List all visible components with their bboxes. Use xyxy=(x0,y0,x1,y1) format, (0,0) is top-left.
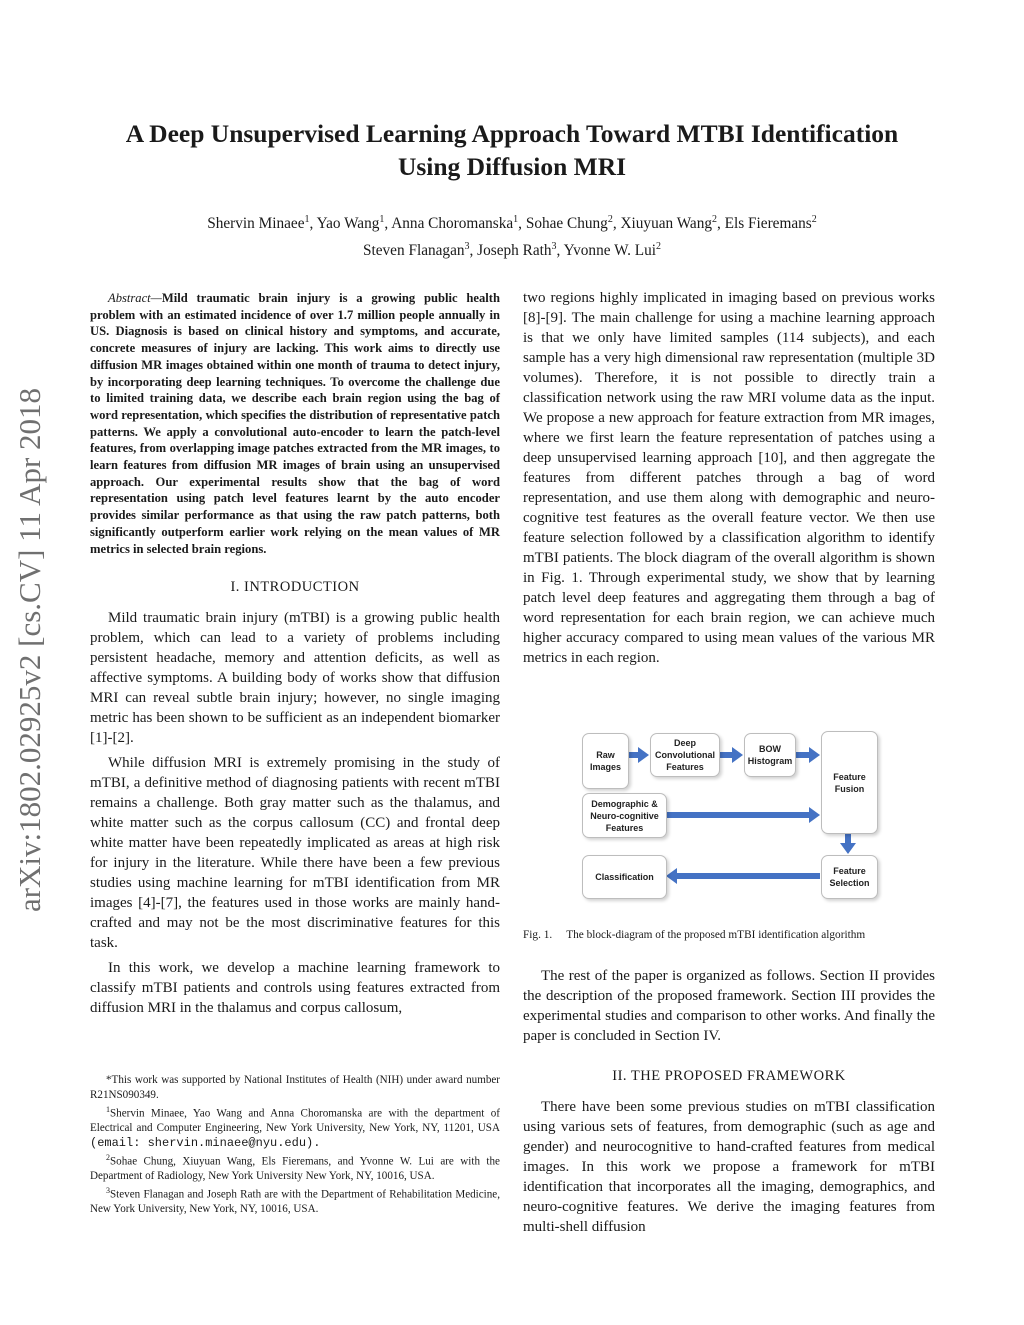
demographic-neurocognitive-features-box: Demographic & Neuro-cognitive Features xyxy=(582,793,667,838)
feature-fusion-box: Feature Fusion xyxy=(821,731,878,834)
paper-title xyxy=(80,117,944,183)
footnote-1: $^1$Shervin Minaee, Yao Wang and Anna Choromanska are with the department of Electrical and Computer Engineering, New York University, New York, NY, 11201, USA (email: shervin.minaee@nyu.edu). xyxy=(90,1104,500,1150)
arrow-fusion-to-selection xyxy=(840,833,856,854)
right-paragraph-3: There have been some previous studies on mTBI classification using various sets of features, from demographic (such as age and gender) and neurocognitive to hand-crafted features from medical images. In this work we propose a framework for mTBI identification that incorporates all the imaging, demographics, and neuro-cognitive features. We derive the imaging features from multi-shell diffusion xyxy=(523,1099,935,1235)
arrow-demographic-to-fusion xyxy=(666,807,820,823)
author: Els Fieremans$^2$ xyxy=(724,214,817,233)
classification-box: Classification xyxy=(582,855,667,899)
right-paragraph-1: two regions highly implicated in imaging based on previous works [8]-[9]. The main challenge for using a machine learning approach is that we only have limited samples (114 subjects), and each sample has a very high dimensional raw representation (multiple 3D volumes). Therefore, it is not possible to directly train a classification network using the raw MRI volume data as the input. We propose a new approach for feature extraction from MR images, where we first learn the feature representation of patches using a deep unsupervised learning approach [10], and then aggregate the features from different patches through a bag of word representation, and use them along with demographic and neuro-cognitive test features as the overall feature vector. We then use feature selection followed by a classification algorithm to identify mTBI patients. The block diagram of the overall algorithm is shown in Fig. 1. Through experimental study, we show that by learning patch level deep features and aggregating them through a bag of word representation for each brain region, we can achieve much higher accuracy compared to using mean values of the various MR metrics in each region. xyxy=(523,290,935,666)
title-line-2: Using Diffusion MRI xyxy=(397,152,627,181)
arrow-bow-to-fusion xyxy=(795,747,820,763)
arrow-selection-to-classification xyxy=(666,868,820,884)
title-line-1: A Deep Unsupervised Learning Approach Toward MTBI Identification xyxy=(125,119,899,148)
author: Xiuyuan Wang$^2$, xyxy=(620,214,725,233)
intro-paragraph-1: Mild traumatic brain injury (mTBI) is a growing public health problem, which can lead to a variety of problems including persistent headache, memory and attention deficits, as well as affective symptoms. A building body of works show that diffusion MRI can reveal subtle brain injury; however, no single imaging metric has been shown to be sufficient as an independent biomarker [1]-[2]. xyxy=(90,610,500,747)
right-column-lower xyxy=(523,966,935,1237)
footnote-support: *This work was supported by National Institutes of Health (NIH) under award number R21NS090349. xyxy=(90,1074,500,1101)
caption-text: The block-diagram of the proposed mTBI identification algorithm xyxy=(566,929,866,941)
bow-histogram-box: BOW Histogram xyxy=(744,733,796,777)
author: Anna Choromanska$^1$, xyxy=(391,214,526,233)
figure-caption xyxy=(523,929,943,941)
block-diagram-figure xyxy=(523,722,935,927)
section-heading-proposed-framework: II. THE PROPOSED FRAMEWORK xyxy=(612,1068,846,1084)
abstract xyxy=(90,290,500,557)
author-list xyxy=(80,208,944,262)
raw-images-box: Raw Images xyxy=(582,733,629,789)
author: Sohae Chung$^2$, xyxy=(525,214,621,233)
caption-label: Fig. 1. xyxy=(523,929,553,941)
arrow-deep-to-bow xyxy=(719,747,743,763)
right-paragraph-2: The rest of the paper is organized as follows. Section II provides the description of the proposed framework. Section III provides the experimental studies and comparison to other works. And finally the paper is concluded in Section IV. xyxy=(523,968,935,1044)
author: Yao Wang$^1$, xyxy=(316,214,392,233)
feature-selection-box: Feature Selection xyxy=(821,855,878,899)
author: Joseph Rath$^3$, xyxy=(477,241,564,260)
author: Yvonne W. Lui$^2$ xyxy=(563,241,661,260)
footnote-2: $^2$Sohae Chung, Xiuyuan Wang, Els Fieremans, and Yvonne W. Lui are with the Department of Radiology, New York University New York, NY, 10016, USA. xyxy=(90,1152,500,1183)
author-email: (email: shervin.minaee@nyu.edu). xyxy=(90,1135,321,1150)
right-column xyxy=(523,288,935,668)
intro-paragraph-3: In this work, we develop a machine learning framework to classify mTBI patients and controls using features extracted from diffusion MRI in the thalamus and corpus callosum, xyxy=(90,960,500,1017)
author: Shervin Minaee$^1$, xyxy=(207,214,317,233)
arrow-raw-to-deep xyxy=(628,747,649,763)
footnote-3: $^3$Steven Flanagan and Joseph Rath are with the Department of Rehabilitation Medicine, New York University, New York, NY, 10016, USA. xyxy=(90,1185,500,1216)
arxiv-identifier: arXiv:1802.02925v2 [cs.CV] 11 Apr 2018 xyxy=(12,387,47,913)
section-heading-introduction: I. INTRODUCTION xyxy=(230,579,360,596)
intro-paragraph-2: While diffusion MRI is extremely promising in the study of mTBI, a definitive method of diagnosing patients with recent mTBI remains a challenge. Both gray matter such as the thalamus, and white matter such as the corpus callosum (CC) and frontal deep white matter have been repeatedly implicated as areas at high risk for injury in the literature. While there have been a few previous studies using machine learning for mTBI identification from MR images [4]-[7], the features used in those works are mainly hand-crafted and may not be the most discriminative features for this task. xyxy=(90,755,500,952)
abstract-text: Mild traumatic brain injury is a growing public health problem with an estimated incidence of over 1.7 million people annually in US. Diagnosis is based on clinical history and symptoms, and accurate, concrete measures of injury are lacking. This work aims to directly use diffusion MR images obtained within one month of trauma to detect injury, by incorporating deep learning techniques. To overcome the challenge due to limited training data, we describe each brain region using the bag of word representation, which specifies the distribution of representative patch patterns. We apply a convolutional auto-encoder to learn the patch-level features, from overlapping image patches extracted from the MR images, to learn features from diffusion MR images of brain using an unsupervised approach. Our experimental results show that the bag of word representation using patch level features learnt by the auto encoder provides similar performance as that using the raw patch patterns, both significantly outperform earlier work relying on the mean values of MR metrics in selected brain regions. xyxy=(90,291,500,556)
author: Steven Flanagan$^3$, xyxy=(362,241,478,260)
footnotes xyxy=(90,1073,500,1217)
left-column xyxy=(90,290,500,1018)
deep-convolutional-features-box: Deep Convolutional Features xyxy=(650,733,720,777)
abstract-label: Abstract— xyxy=(108,291,162,305)
